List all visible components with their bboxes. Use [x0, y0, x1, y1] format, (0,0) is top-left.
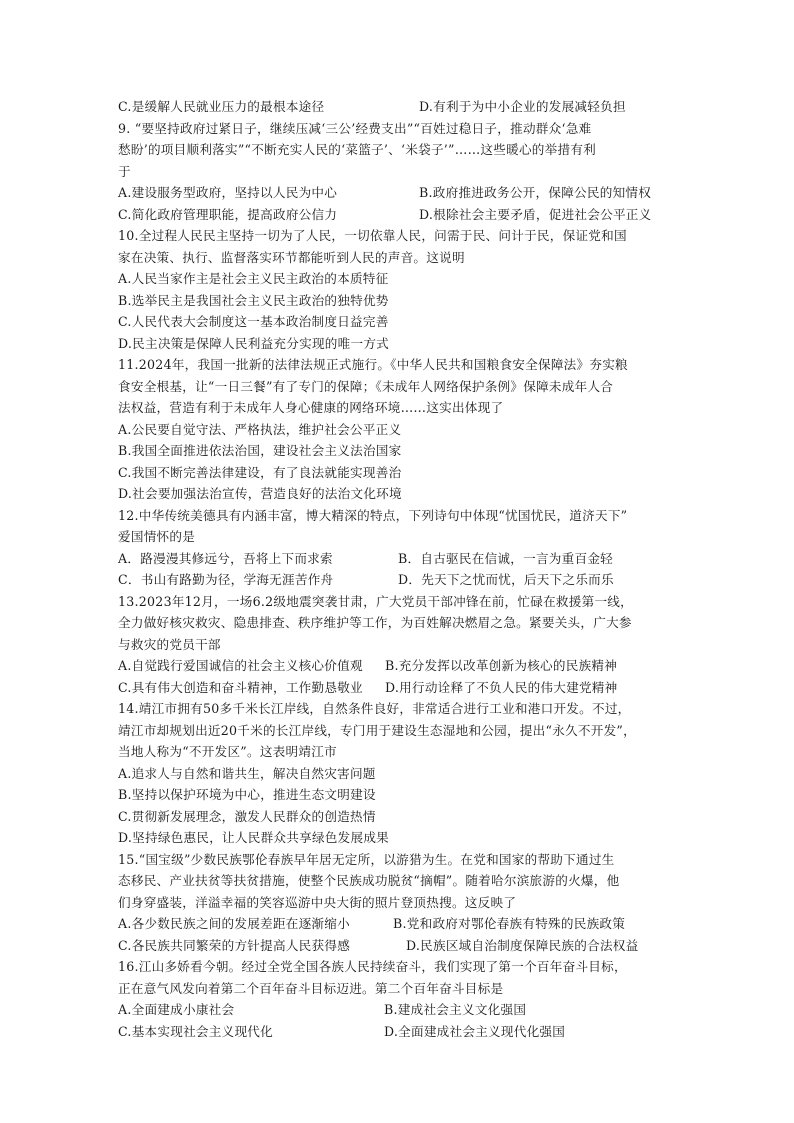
question-15-stem-line: 15.“国宝级”少数民族鄂伦春族早年居无定所，以游猎为生。在党和国家的帮助下通过生	[118, 851, 615, 867]
question-12-stem-line: 爱国情怀的是	[118, 529, 196, 544]
question-11-stem-line: 11.2024年，我国一批新的法律法规正式施行。《中华人民共和国粮食安全保障法》夯实粮	[118, 357, 628, 372]
question-11-stem-line: 法权益，营造有利于未成年人身心健康的网络环境……这实出体现了	[118, 400, 504, 415]
option-a: A.全面建成小康社会	[118, 1002, 235, 1017]
option-a: A.各少数民族之间的发展差距在逐渐缩小	[118, 916, 350, 931]
question-10-stem-line: 10.全过程人民民主坚持一切为了人民，一切依靠人民，问需于民、问计于民，保证党和国	[118, 228, 627, 243]
options-row	[118, 204, 690, 226]
options-row	[118, 182, 690, 204]
question-9-stem-line: 9. “要坚持政府过紧日子，继续压减‘三公’经费支出”“百姓过稳日子，推动群众‘急难	[118, 120, 592, 136]
question-16-stem-line: 16.江山多娇看今朝。经过全党全国各族人民持续奋斗，我们实现了第一个百年奋斗目标，	[118, 959, 627, 974]
option-d: D.有利于为中小企业的发展减轻负担	[419, 99, 626, 114]
option-d: D.民主决策是保障人民利益充分实现的唯一方式	[118, 335, 390, 351]
options-row	[118, 569, 690, 591]
option-d: D.社会要加强法治宣传，营造良好的法治文化环境	[118, 486, 402, 501]
option-b: B.充分发挥以改革创新为核心的民族精神	[385, 658, 618, 673]
option-c: C.简化政府管理职能，提高政府公信力	[118, 206, 338, 222]
question-13-stem-line: 与救灾的党员干部	[118, 636, 221, 652]
options-row	[118, 913, 690, 935]
question-14-stem-line: 当地人称为“不开发区”。这表明靖江市	[118, 744, 337, 759]
question-15-stem-line: 们身穿盛装，洋溢幸福的笑容巡游中央大街的照片登顶热搜。这反映了	[118, 894, 517, 910]
option-a: A.自觉践行爱国诚信的社会主义核心价值观	[118, 658, 363, 673]
options-row	[118, 999, 690, 1021]
option-a: A.追求人与自然和谐共生，解决自然灾害问题	[118, 765, 376, 781]
option-d: D.用行动诠释了不负人民的伟大建党精神	[385, 679, 618, 695]
option-a: A.建设服务型政府，坚持以人民为中心	[118, 185, 338, 200]
question-14-stem-line: 靖江市却规划出近20千米的长江岸线，专门用于建设生态湿地和公园，提出“永久不开发”，	[118, 722, 636, 738]
option-b: B．自古驱民在信诚，一言为重百金轻	[398, 550, 614, 566]
option-b: B.党和政府对鄂伦春族有特殊的民族政策	[393, 916, 626, 931]
option-c: C.具有伟大创造和奋斗精神，工作勤恳敬业	[118, 679, 363, 695]
option-c: C.基本实现社会主义现代化	[118, 1023, 273, 1039]
options-row	[118, 935, 690, 957]
option-b: B.建成社会主义文化强国	[384, 1002, 527, 1017]
options-row	[118, 655, 690, 677]
question-10-stem-line: 家在决策、执行、监督落实环节都能听到人民的声音。这说明	[118, 249, 465, 265]
option-c: C.人民代表大会制度这一基本政治制度日益完善	[118, 314, 389, 329]
option-b: B.选举民主是我国社会主义民主政治的独特优势	[118, 292, 389, 308]
option-b: B.我国全面推进依法治国，建设社会主义法治国家	[118, 443, 402, 458]
question-9-stem-line: 于	[118, 163, 131, 179]
question-12-stem-line: 12.中华传统美德具有内涵丰富，博大精深的特点，下列诗句中体现“忧国忧民，道济天下”	[118, 507, 628, 523]
question-16-stem-line: 正在意气风发向着第二个百年奋斗目标迈进。第二个百年奋斗目标是	[118, 980, 504, 996]
option-d: D．先天下之忧而忧，后天下之乐而乐	[398, 572, 614, 587]
option-d: D.根除社会主要矛盾，促进社会公平正义	[419, 206, 652, 222]
question-14-stem-line: 14.靖江市拥有50多千米长江岸线，自然条件良好，非常适合进行工业和港口开发。不过，	[118, 701, 631, 716]
options-row	[118, 1021, 690, 1043]
question-11-stem-line: 食安全根基，让“一日三餐”有了专门的保障；《未成年人网络保护条例》保障未成年人合	[118, 378, 614, 394]
option-c: C.是缓解人民就业压力的最根本途径	[118, 99, 325, 114]
option-c: C.我国不断完善法律建设，有了良法就能实现善治	[118, 464, 402, 480]
options-row	[118, 96, 690, 118]
option-d: D.全面建成社会主义现代化强国	[384, 1023, 566, 1039]
option-c: C．书山有路勤为径，学海无涯苦作舟	[118, 572, 334, 587]
question-13-stem-line: 全力做好核灾救灾、隐患排查、秩序维护等工作，为百姓解决燃眉之急。紧要关头，广大参	[118, 615, 632, 630]
option-c: C.贯彻新发展理念，激发人民群众的创造热情	[118, 808, 376, 824]
option-a: A.公民要自觉守法、严格执法，维护社会公平正义	[118, 421, 402, 437]
option-d: D.坚持绿色惠民，让人民群众共享绿色发展成果	[118, 830, 390, 845]
question-15-stem-line: 态移民、产业扶贫等扶贫措施，使整个民族成功脱贫“摘帽”。随着哈尔滨旅游的火爆，他	[118, 873, 620, 888]
option-d: D.民族区域自治制度保障民族的合法权益	[406, 937, 639, 953]
options-row	[118, 677, 690, 699]
option-a: A．路漫漫其修远兮，吾将上下而求索	[118, 550, 333, 566]
option-a: A.人民当家作主是社会主义民主政治的本质特征	[118, 271, 389, 286]
question-9-stem-line: 愁盼’的项目顺利落实”“不断充实人民的‘菜篮子’、‘米袋子’”……这些暖心的举措有利	[118, 142, 597, 157]
question-13-stem-line: 13.2023年12月，一场6.2级地震突袭甘肃，广大党员干部冲锋在前，忙碌在救援第一线，	[118, 593, 633, 609]
exam-page	[118, 96, 690, 1042]
option-b: B.坚持以保护环境为中心，推进生态文明建设	[118, 787, 376, 802]
options-row	[118, 548, 690, 570]
option-b: B.政府推进政务公开，保障公民的知情权	[419, 185, 652, 200]
option-c: C.各民族共同繁荣的方针提高人民获得感	[118, 937, 351, 953]
